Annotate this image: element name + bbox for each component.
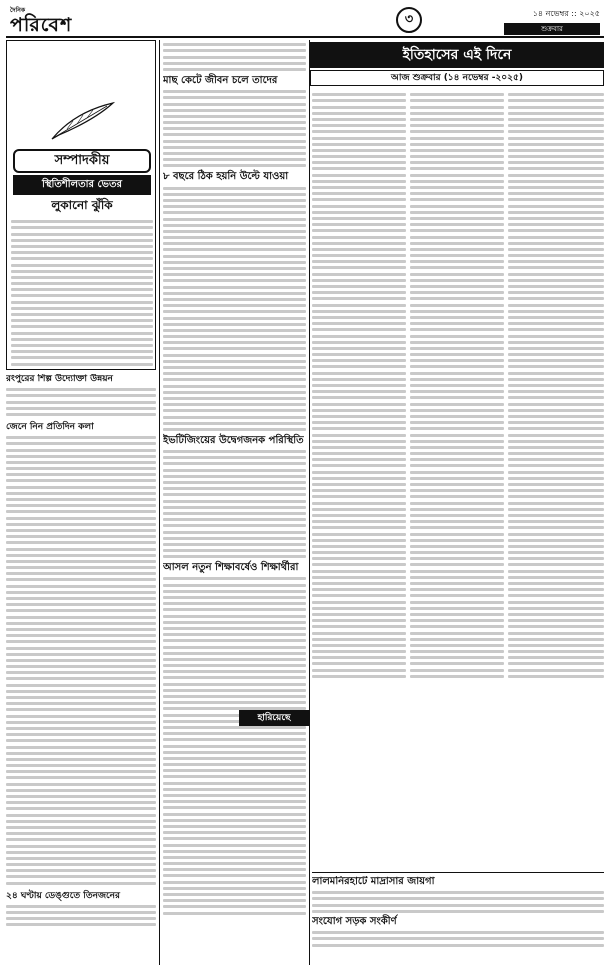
missing-notice-label: হারিয়েছে (239, 710, 309, 726)
brand-name: পরিবেশ (10, 14, 73, 36)
quill-icon (47, 101, 117, 141)
article-headline: রংপুরের শিল্প উদ্যোক্তা উন্নয়ন (6, 374, 113, 384)
editorial-title-1: স্থিতিশীলতার ভেতর (13, 175, 151, 195)
article-headline: ইভটিজিংয়ের উদ্বেগজনক পরিস্থিতি (163, 434, 304, 446)
editorial-body (11, 217, 153, 367)
bottom-right-articles (312, 876, 604, 966)
editorial-banner: সম্পাদকীয় (13, 149, 151, 173)
editorial-title-2: লুকানো ঝুঁকি (51, 198, 113, 212)
issue-day: শুক্রবার (504, 23, 600, 35)
column-rule (309, 40, 310, 965)
history-banner: ইতিহাসের এই দিনে (310, 42, 604, 68)
article-headline: জেনে নিন প্রতিদিন কলা (6, 421, 94, 432)
article-headline: সংযোগ সড়ক সংকীর্ণ (312, 915, 397, 927)
left-column (6, 374, 156, 964)
article-headline: মাছ কেটে জীবন চলে তাদের (163, 74, 278, 86)
article-headline: ২৪ ঘণ্টায় ডেঙ্গুতে তিনজনের (6, 890, 120, 901)
editorial-box (6, 40, 156, 370)
history-subtitle: আজ শুক্রবার (১৪ নভেম্বর -২০২৫) (310, 70, 604, 86)
history-column-1 (312, 90, 406, 870)
masthead (6, 4, 604, 38)
section-rule (312, 872, 604, 873)
article-headline: ৮ বছরে ঠিক হয়নি উল্টে যাওয়া (163, 171, 289, 183)
middle-column (163, 40, 306, 965)
page-number: ৩ (396, 7, 422, 33)
article-headline: লালমনিরহাটে মাদ্রাসার জায়গা (312, 876, 435, 887)
issue-date: ১৪ নভেম্বর :: ২০২৫ (532, 9, 600, 18)
article-headline: আসল নতুন শিক্ষাবর্ষেও শিক্ষার্থীরা (163, 562, 299, 574)
column-rule (159, 40, 160, 965)
history-column-3 (508, 90, 604, 870)
history-column-2 (410, 90, 504, 870)
brand-prefix: দৈনিক (10, 7, 26, 14)
